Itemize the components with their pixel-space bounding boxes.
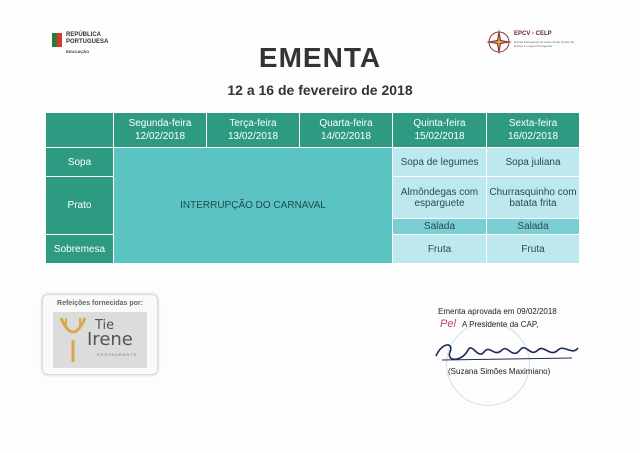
day-name: Quinta-feira xyxy=(413,118,466,129)
day-date: 13/02/2018 xyxy=(227,131,279,142)
day-header-monday xyxy=(114,113,207,148)
friday-sopa: Sopa juliana xyxy=(487,148,580,177)
logo-line-2: PORTUGUESA xyxy=(66,39,109,45)
friday-salada: Salada xyxy=(487,219,580,235)
logo-line-1: REPÚBLICA xyxy=(66,32,102,38)
president-name: (Suzana Simões Maximiano) xyxy=(448,367,551,376)
corner-cell xyxy=(46,113,114,148)
day-date: 16/02/2018 xyxy=(507,131,559,142)
sopa-row xyxy=(46,148,580,177)
row-label-prato: Prato xyxy=(46,177,114,235)
day-header-tuesday xyxy=(207,113,300,148)
approval-text: Ementa aprovada em 09/02/2018 xyxy=(438,307,557,316)
supplier-caption: Refeições fornecidas por: xyxy=(57,300,143,307)
logo-line-3: EDUCAÇÃO xyxy=(66,49,90,54)
epcv-subtitle: Escola Portuguesa de Cabo Verde Centro de Ensino e Língua Portuguesa xyxy=(514,40,575,48)
page-title: EMENTA xyxy=(258,42,382,73)
day-header-wednesday xyxy=(300,113,393,148)
row-label-sopa: Sopa xyxy=(46,148,114,177)
thursday-prato: Almôndegas com esparguete xyxy=(393,177,487,219)
president-label: A Presidente da CAP, xyxy=(462,320,539,329)
day-name: Quarta-feira xyxy=(319,118,373,129)
brand-line-1: Tie xyxy=(95,318,115,333)
day-name: Sexta-feira xyxy=(508,118,558,129)
day-name: Segunda-feira xyxy=(128,118,192,129)
friday-prato: Churrasquinho com batata frita xyxy=(487,177,580,219)
epcv-name: EPCV - CELP xyxy=(514,31,552,37)
thursday-salada: Salada xyxy=(393,219,487,235)
day-header-thursday xyxy=(393,113,487,148)
supplier-badge xyxy=(42,294,158,375)
brand-line-3: RESTAURANTE xyxy=(97,352,138,357)
interruption-cell: INTERRUPÇÃO DO CARNAVAL xyxy=(114,148,393,264)
days-header-row xyxy=(46,113,580,148)
day-name: Terça-feira xyxy=(229,118,277,129)
thursday-sobremesa: Fruta xyxy=(393,235,487,264)
supplier-logo xyxy=(53,312,147,368)
day-date: 14/02/2018 xyxy=(320,131,372,142)
thursday-sopa: Sopa de legumes xyxy=(393,148,487,177)
signature xyxy=(432,336,582,368)
brand-line-2: Irene xyxy=(87,329,133,350)
day-date: 12/02/2018 xyxy=(134,131,186,142)
week-subtitle: 12 a 16 de fevereiro de 2018 xyxy=(227,82,413,98)
day-date: 15/02/2018 xyxy=(414,131,465,142)
cutlery-icon xyxy=(57,316,89,364)
row-label-sobremesa: Sobremesa xyxy=(46,235,114,264)
day-header-friday xyxy=(487,113,580,148)
pel-mark: Pel xyxy=(440,318,456,330)
friday-sobremesa: Fruta xyxy=(487,235,580,264)
menu-table xyxy=(45,112,580,264)
